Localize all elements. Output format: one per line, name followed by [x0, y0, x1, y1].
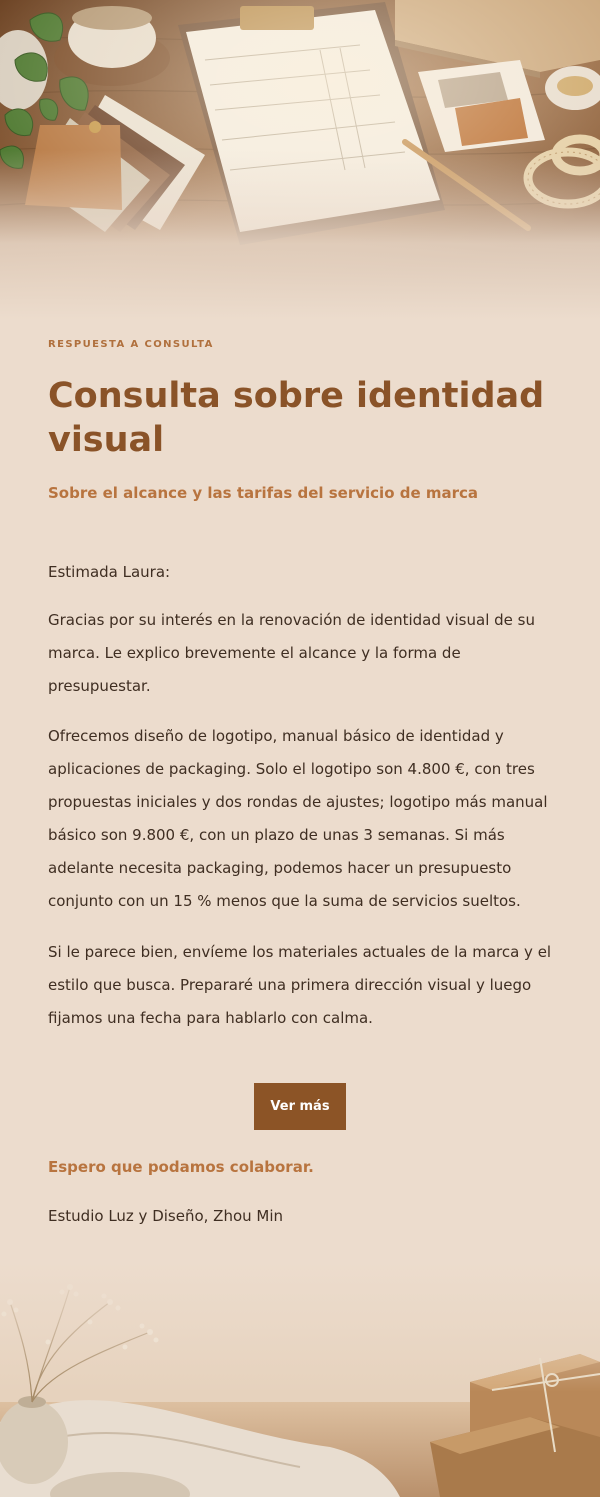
paragraph-intro: Gracias por su interés en la renovación de identidad visual de su marca. Le explico brevemente el alcance y la forma de presupuestar.: [48, 611, 535, 695]
email-subtitle: Sobre el alcance y las tarifas del servicio de marca: [48, 484, 479, 502]
ver-mas-button[interactable]: Ver más: [254, 1083, 346, 1130]
greeting: Estimada Laura:: [48, 563, 171, 581]
paragraph-next-steps: Si le parece bien, envíeme los materiales actuales de la marca y el estilo que busca. Prepararé una primera dirección visual y luego fijamos una fecha para hablarlo con calma.: [48, 943, 552, 1027]
email-title: Consulta sobre identidad visual: [48, 376, 545, 460]
header-illustration: [0, 0, 600, 320]
footer-illustration: [0, 1262, 600, 1497]
closing-line: Espero que podamos colaborar.: [48, 1158, 314, 1176]
paragraph-services-pricing: Ofrecemos diseño de logotipo, manual básico de identidad y aplicaciones de packaging. Solo el logotipo son 4.800 €, con tres propuestas iniciales y dos rondas de ajustes; logotipo más manual básico son 9.800 €, con un plazo de unas 3 semanas. Si más adelante necesita packaging, podemos hacer un presupuesto conjunto con un 15 % menos que la suma de servicios sueltos.: [48, 727, 548, 910]
cta-container: [48, 1083, 552, 1130]
signature: Estudio Luz y Diseño, Zhou Min: [48, 1207, 284, 1225]
eyebrow-label: RESPUESTA A CONSULTA: [48, 339, 214, 350]
